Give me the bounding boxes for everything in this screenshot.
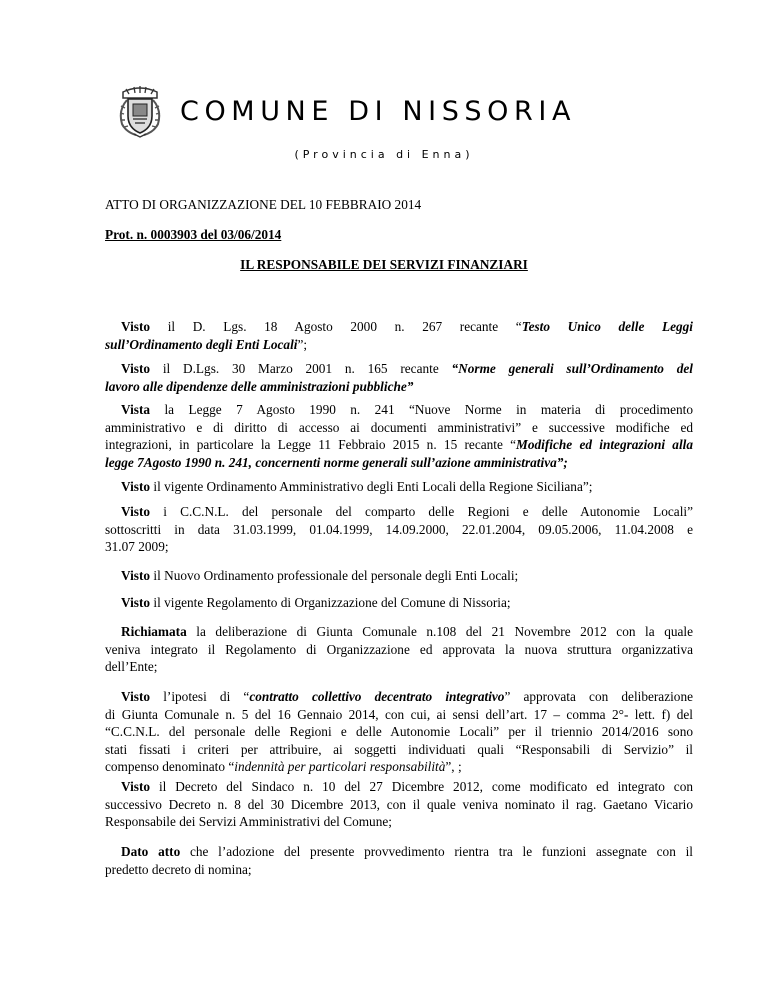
paragraph-ordinamento-regione: Visto il vigente Ordinamento Amministrativo degli Enti Locali della Regione Siciliana”;	[121, 479, 593, 494]
paragraph-legge-241: Vista la Legge 7 Agosto 1990 n. 241 “Nuove Norme in materia di procedimento amministrativo e di diritto di accesso ai documenti amministrativi” e successive modifiche ed integrazioni, in particolare la Legge 11 Febbraio 2015 n. 15 recante “Modifiche ed integrazioni alla legge 7Agosto 1990 n. 241, concernenti norme generali sull’azione amministrativa”;	[105, 402, 693, 470]
paragraph-dato-atto: Dato atto che l’adozione del presente provvedimento rientra tra le funzioni assegnate con il predetto decreto di nomina;	[105, 844, 693, 877]
paragraph-testo-unico: Visto il D. Lgs. 18 Agosto 2000 n. 267 recante “Testo Unico delle Leggi sull’Ordinamento degli Enti Locali”;	[105, 319, 693, 352]
paragraph-contratto-decentrato: Visto l’ipotesi di “contratto collettivo decentrato integrativo” approvata con deliberazione di Giunta Comunale n. 5 del 16 Gennaio 2014, con cui, ai sensi dell’art. 17 – comma 2°- lett. f) del “C.C.N.L. del personale delle Regioni e delle Autonomie Locali” per il triennio 2014/2016 sono stati fissati i criteri per attribuire, ai soggetti individuati quali “Responsabili di Servizio” il compenso denominato “indennità per particolari responsabilità”, ;	[105, 689, 693, 775]
letterhead	[0, 86, 768, 166]
document-heading: ATTO DI ORGANIZZAZIONE DEL 10 FEBBRAIO 2014	[105, 197, 422, 212]
protocol-number: Prot. n. 0003903 del 03/06/2014	[105, 227, 282, 242]
paragraph-richiamata: Richiamata la deliberazione di Giunta Comunale n.108 del 21 Novembre 2012 con la quale veniva integrato il Regolamento di Organizzazione ed approvata la nuova struttura organizzativa dell’Ente;	[105, 624, 693, 675]
office-title: IL RESPONSABILE DEI SERVIZI FINANZIARI	[240, 257, 528, 272]
paragraph-decreto-sindaco: Visto il Decreto del Sindaco n. 10 del 27 Dicembre 2012, come modificato ed integrato con successivo Decreto n. 8 del 30 Dicembre 2013, con il quale veniva nominato il rag. Gaetano Vicario Responsabile dei Servizi Amministrativi del Comune;	[105, 779, 693, 830]
paragraph-ccnl: Visto i C.C.N.L. del personale del comparto delle Regioni e delle Autonomie Locali” sottoscritti in data 31.03.1999, 01.04.1999, 14.09.2000, 22.01.2004, 09.05.2006, 11.04.2008 e 31.07 2009;	[105, 504, 693, 555]
province-subtitle: (Provincia di Enna)	[294, 148, 474, 161]
paragraph-nuovo-ordinamento: Visto il Nuovo Ordinamento professionale del personale degli Enti Locali;	[121, 568, 519, 583]
paragraph-norme-generali: Visto il D.Lgs. 30 Marzo 2001 n. 165 recante “Norme generali sull’Ordinamento del lavoro alle dipendenze delle amministrazioni pubbliche”	[105, 361, 693, 394]
crest-icon	[117, 86, 163, 138]
paragraph-regolamento: Visto il vigente Regolamento di Organizzazione del Comune di Nissoria;	[121, 595, 511, 610]
municipality-name: COMUNE DI NISSORIA	[180, 96, 577, 127]
